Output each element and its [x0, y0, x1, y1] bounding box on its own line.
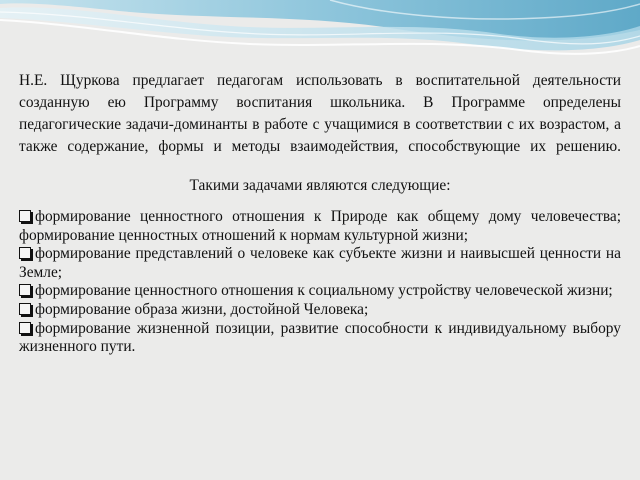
list-item — [19, 208, 621, 245]
checkbox-bullet-icon — [19, 303, 31, 315]
list-item-text: формирование жизненной позиции, развитие способности к индивидуальному выбору жизненного пути. — [19, 319, 621, 356]
list-item — [19, 282, 621, 301]
list-item — [19, 301, 621, 320]
checkbox-bullet-icon — [19, 284, 31, 296]
intro-paragraph: Н.Е. Щуркова предлагает педагогам использовать в воспитательной деятельности созданную ею Программу воспитания школьника. В Программе определены педагогические задачи-доминанты в работе с учащимися в соответствии с их возрастом, а также содержание, формы и методы взаимодействия, способствующие их решению. — [19, 72, 621, 155]
list-item-text: формирование образа жизни, достойной Человека; — [35, 300, 369, 318]
list-item — [19, 320, 621, 357]
list-item-text: формирование ценностного отношения к социальному устройству человеческой жизни; — [35, 282, 613, 300]
checkbox-bullet-icon — [19, 210, 31, 222]
tasks-heading: Такими задачами являются следующие: — [189, 177, 451, 194]
list-item — [19, 245, 621, 282]
list-item-text: формирование представлений о человеке как субъекте жизни и наивысшей ценности на Земле; — [19, 245, 621, 281]
document-body — [19, 70, 621, 357]
tasks-list — [19, 208, 621, 357]
header-wave-decoration — [0, 0, 640, 62]
checkbox-bullet-icon — [19, 322, 31, 334]
list-item-text: формирование ценностного отношения к Природе как общему дому человечества; формирование ценностных отношений к нормам культурной жизни; — [19, 208, 621, 244]
checkbox-bullet-icon — [19, 247, 31, 259]
